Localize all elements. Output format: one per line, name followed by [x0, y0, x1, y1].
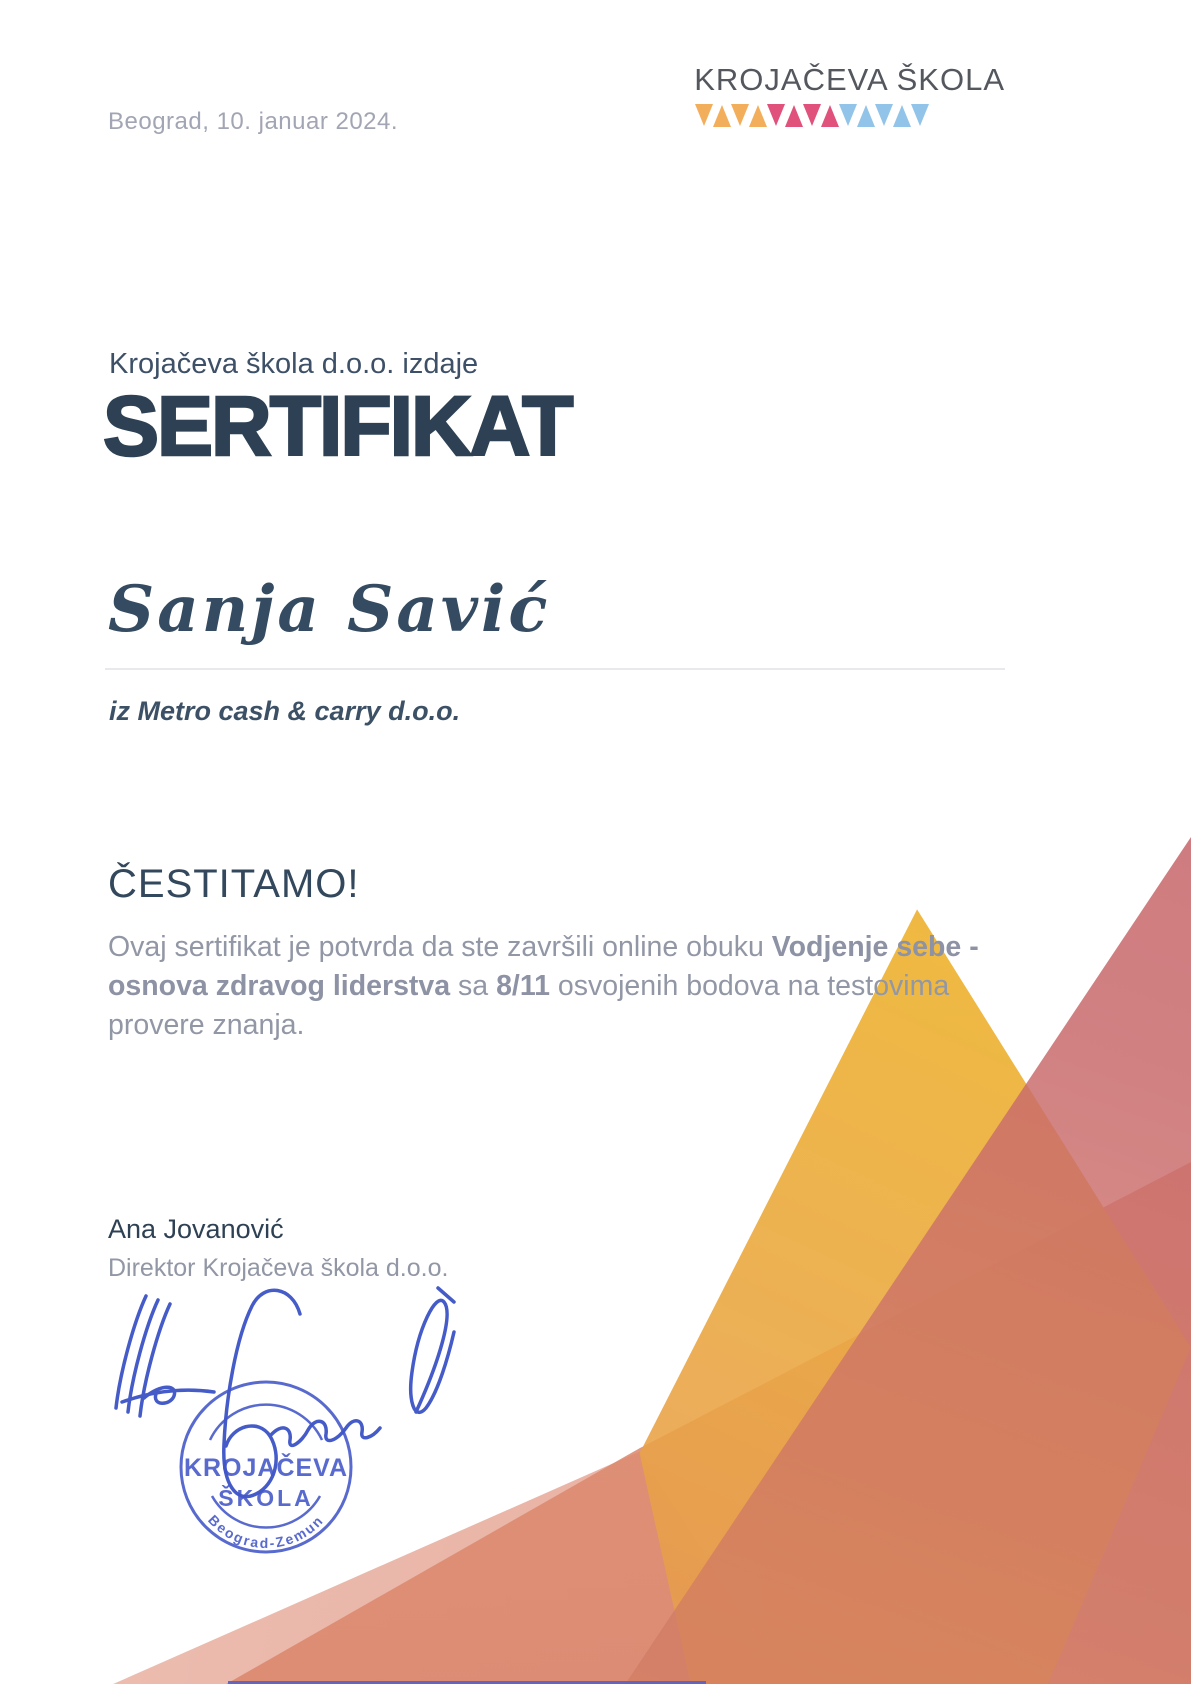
stamp-arc-text: [205, 1512, 327, 1552]
congrats-bold-text: 8/11: [496, 969, 550, 1002]
certificate-title: SERTIFIKAT: [103, 379, 572, 473]
congrats-bold-text: Vodjenje sebe - osnova zdravog liderstva: [108, 931, 979, 1002]
signer-role: Direktor Krojačeva škola d.o.o.: [108, 1254, 449, 1282]
congrats-text: Ovaj sertifikat je potvrda da ste završili online obuku: [108, 931, 772, 963]
logo-triangle-blue: [857, 105, 875, 127]
issue-date: Beograd, 10. januar 2024.: [108, 108, 399, 135]
stamp: [181, 1382, 351, 1552]
logo-triangle-orange: [749, 105, 767, 127]
stamp-text-line1: KROJAČEVA: [183, 1454, 349, 1482]
school-logo: [694, 62, 1005, 127]
logo-triangle-pink: [785, 105, 803, 127]
recipient-name: Sanja Savić: [108, 572, 551, 647]
logo-wordmark: KROJAČEVA ŠKOLA: [694, 62, 1005, 97]
name-underline: [105, 668, 1005, 670]
congrats-text: sa: [450, 969, 497, 1002]
logo-triangle-orange: [695, 104, 713, 126]
logo-triangle-blue: [839, 104, 857, 126]
recipient-company: iz Metro cash & carry d.o.o.: [109, 696, 461, 726]
logo-triangle-blue: [875, 104, 893, 126]
logo-triangle-pink: [803, 104, 821, 126]
logo-triangle-pink: [821, 105, 839, 127]
signer-name: Ana Jovanović: [108, 1214, 284, 1244]
logo-triangle-band: [695, 104, 1005, 127]
stamp-arc-textpath: Beograd-Zemun: [205, 1511, 327, 1552]
congrats-heading: ČESTITAMO!: [108, 862, 360, 906]
logo-triangle-pink: [767, 104, 785, 126]
logo-triangle-orange: [731, 104, 749, 126]
signature-and-stamp: [86, 1280, 466, 1580]
logo-triangle-orange: [713, 105, 731, 127]
stamp-text-line2: ŠKOLA: [218, 1485, 314, 1511]
logo-triangle-blue: [893, 105, 911, 127]
issuer-line: Krojačeva škola d.o.o. izdaje: [109, 348, 479, 380]
congrats-text: osvojenih bodova na testovima provere znanja.: [108, 969, 950, 1041]
congrats-body: [108, 928, 988, 1044]
logo-triangle-blue: [911, 104, 929, 126]
